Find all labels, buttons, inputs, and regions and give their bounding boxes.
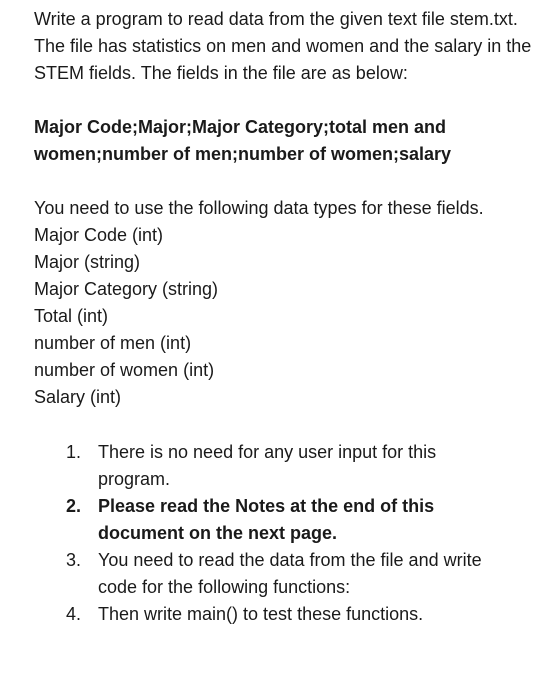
type-item-salary: Salary (int) (34, 387, 122, 407)
type-item-total: Total (int) (34, 306, 109, 326)
step-text: There is no need for any user input for this program. (98, 442, 437, 489)
steps-list (34, 439, 534, 628)
types-intro: You need to use the following data types for these fields. (34, 198, 484, 218)
type-list (34, 222, 534, 411)
type-item-number-of-men: number of men (int) (34, 333, 192, 353)
intro-paragraph: Write a program to read data from the given text file stem.txt. The file has statistics on men and women and the salary in the STEM fields. The fields in the file are as below: (34, 9, 532, 83)
step-number: 1. (66, 442, 82, 462)
step-text: You need to read the data from the file and write code for the following functions: (98, 550, 482, 597)
step-number: 2. (66, 496, 82, 516)
step-item (34, 547, 534, 601)
fields-header: Major Code;Major;Major Category;total men and women;number of men;number of women;salary (34, 117, 452, 164)
step-text: Then write main() to test these functions. (98, 604, 424, 624)
step-number: 3. (66, 550, 82, 570)
step-item (34, 493, 534, 547)
type-item-major-category: Major Category (string) (34, 279, 219, 299)
step-item (34, 439, 534, 493)
type-item-major-code: Major Code (int) (34, 225, 164, 245)
type-item-major: Major (string) (34, 252, 141, 272)
step-text: Please read the Notes at the end of this document on the next page. (98, 496, 435, 543)
step-number: 4. (66, 604, 82, 624)
type-item-number-of-women: number of women (int) (34, 360, 215, 380)
step-item (34, 601, 534, 628)
document-body (34, 6, 534, 628)
